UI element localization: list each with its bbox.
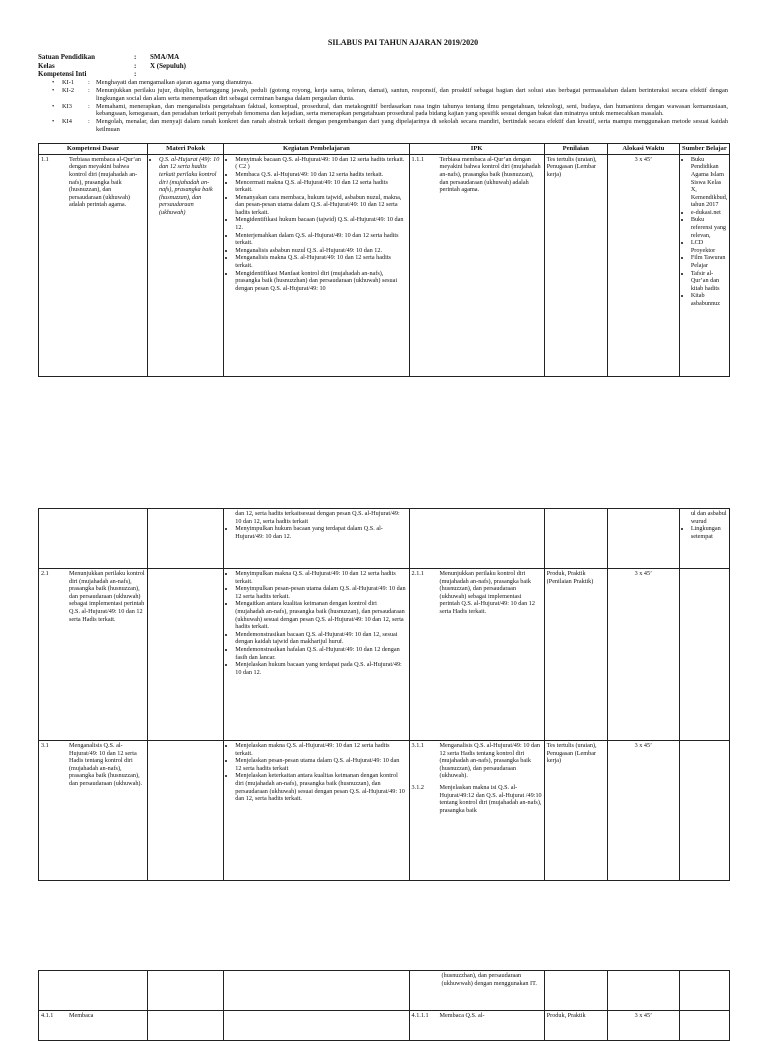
header-alokasi: Alokasi Waktu: [607, 144, 679, 155]
list-item: • Menjelaskan pesan-pesan utama dalam Q.S. al-Hujurat/49: 10 dan 12 serta hadits terkait: [235, 757, 406, 772]
list-item: • Menganalisis asbabun nuzul Q.S. al-Hujurat/49: 10 dan 12.: [235, 247, 406, 255]
ipk-cell: [409, 509, 544, 569]
ki-item: [52, 79, 728, 87]
page-1: [38, 38, 728, 377]
list-item: • Lingkungan setempat: [691, 525, 727, 540]
header-penilaian: Penilaian: [544, 144, 607, 155]
syllabus-table-page-3: [38, 970, 730, 1041]
list-item: • Mengidentifikasi Manfaat kontrol diri (mujahadah an-nafs), prasangka baik (husnuzzhan) dan persaudaraan (ukhuwah) sesuai dengan pesan Q.S. al-Hujurat/49: 10: [235, 270, 406, 293]
kegiatan-cell: [224, 741, 409, 881]
list-item: • Mendemonstrasikan bacaan Q.S. al-Hujurat/49: 10 dan 12, sesuai dengan kaidah tajwid dan makharijul huruf.: [235, 631, 406, 646]
ipk-cell: [409, 569, 544, 741]
materi-cell: [147, 1011, 223, 1041]
alokasi-cell: 3 x 45’: [607, 154, 679, 376]
ipk-cell: [409, 971, 544, 1011]
page-2: [38, 508, 728, 881]
ipk-text: Menjelaskan makna isi Q.S. al-Hujurat/49:12 dan Q.S. al-Hujurat /49:10 tentang kontrol diri (mujahadah an-nafs), prasangka baik: [439, 783, 542, 814]
kd-cell: [39, 509, 148, 569]
ki-colon: :: [88, 78, 90, 86]
ipk-number: 3.1.1: [411, 742, 424, 749]
kd-text: Menganalisis Q.S. al-Hujurat/49: 10 dan 12 serta Hadis tentang kontrol diri (mujahadah an-nafs), prasangka baik (husnuzzan), dan persaudaraan (ukhuwah).: [69, 742, 143, 787]
meta-label: Kelas: [38, 61, 55, 70]
ki-list: [52, 79, 728, 134]
meta-colon: :: [134, 70, 137, 79]
kd-cell: [39, 971, 148, 1011]
header-kegiatan: Kegiatan Pembelajaran: [224, 144, 409, 155]
alokasi-cell: [607, 509, 679, 569]
list-item: • Menterjemahkan dalam Q.S. al-Hujurat/49: 10 dan 12 serta hadits terkait.: [235, 232, 406, 247]
materi-cell: [147, 154, 223, 376]
materi-text: Q.S. al-Hujurat (49): 10 dan 12 serta hadits terkait perilaku kontrol diri (mujahadah an-nafs), prasangka baik (husnuzzan), dan persaudaraan (ukhuwah): [158, 155, 220, 216]
meta-value: SMA/MA: [150, 53, 180, 61]
penilaian-cell: Produk, Praktik: [544, 1011, 607, 1041]
meta-label: Kompetensi Inti: [38, 70, 87, 79]
ipk-text: Menganalisis Q.S. al-Hujurat/49: 10 dan 12 serta Hadis tentang kontrol diri (mujahadah an-nafs), prasangka baik (husnuzzan), dan persaudaraan (ukhuwah).: [439, 742, 540, 780]
ki-colon: :: [88, 102, 90, 110]
list-item: • Menjelaskan keterkaitan antara kualitas keimanan dengan kontrol diri (mujahadah an-nafs), prasangka baik (husnuzzan), dan persaudaraan (ukhuwah) sesuai dengan pesan Q.S. al-Hujurat/49: 10 dan 12, serta hadits terkait.: [235, 772, 406, 802]
ipk-cell: [409, 154, 544, 376]
list-item: • Menyimpulkan hukum bacaan yang terdapat dalam Q.S. al-Hujurat/49: 10 dan 12.: [235, 525, 406, 540]
list-item: • Kitab asbabunnuz: [691, 292, 727, 307]
sumber-cell: [679, 509, 729, 569]
kegiatan-cell: [224, 509, 409, 569]
kd-cell: [39, 741, 148, 881]
list-item: • Menyimpulkan makna Q.S. al-Hujurat/49: 10 dan 12 serta hadits terkait.: [235, 570, 406, 585]
alokasi-cell: 3 x 45’: [607, 1011, 679, 1041]
kegiatan-cell: [224, 569, 409, 741]
kd-cell: [39, 569, 148, 741]
ipk-cell: [409, 741, 544, 881]
penilaian-cell: [544, 509, 607, 569]
table-row: [39, 1011, 730, 1041]
ipk-number: 3.1.2: [411, 783, 424, 791]
ki-colon: :: [88, 86, 90, 94]
kd-number: 1.1: [41, 155, 49, 163]
alokasi-cell: 3 x 45’: [607, 741, 679, 881]
kegiatan-cell: [224, 154, 409, 376]
meta-label: Satuan Pendidikan: [38, 53, 95, 61]
meta-colon: :: [134, 61, 137, 70]
meta-row: [38, 62, 728, 71]
ki-code: KI-2: [62, 86, 75, 94]
ipk-text: Menunjukkan perilaku kontrol diri (mujahadah an-nafs), prasangka baik (husnuzzan), dan persaudaraan (ukhuwah) sebagai implementasi perintah Q.S. al-Hujurat/49: 10 dan 12 serta Hadis terkait.: [439, 570, 535, 615]
list-item: • Menjelaskan makna Q.S. al-Hujurat/49: 10 dan 12 serta hadits terkait.: [235, 742, 406, 757]
sumber-cell: [679, 971, 729, 1011]
kegiatan-continued-text: dan 12, serta hadits terkaitsesuai dengan pesan Q.S. al-Hujurat/49: 10 dan 12, serta hadits terkait: [235, 510, 400, 525]
list-item: • Menyimak bacaan Q.S. al-Hujurat/49: 10 dan 12 serta hadits terkait. ( C2 ): [235, 156, 406, 171]
page-3: [38, 970, 728, 1041]
list-item: [159, 156, 221, 217]
list-item: • Mengidentifikasi hukum bacaan (tajwid) Q.S. al-Hujurat/49: 10 dan 12.: [235, 216, 406, 231]
ki-code: KI-1: [62, 78, 75, 86]
kd-number: 4.1.1: [41, 1012, 54, 1019]
kegiatan-cell: [224, 971, 409, 1011]
ki-colon: :: [88, 118, 90, 126]
alokasi-cell: 3 x 45’: [607, 569, 679, 741]
list-item: • Menjelaskan hukum bacaan yang terdapat pada Q.S. al-Hujurat/49: 10 dan 12.: [235, 661, 406, 676]
list-item: • LCD Proyektor: [691, 239, 727, 254]
ki-text: Menghayati dan mengamalkan ajaran agama yang dianutnya.: [96, 78, 253, 86]
kd-cell: [39, 154, 148, 376]
meta-row: [38, 53, 728, 62]
penilaian-cell: Tes tertulis (uraian), Penugasan (Lembar kerja): [544, 741, 607, 881]
materi-cell: [147, 509, 223, 569]
list-item: • Film Tawuran Pelajar: [691, 254, 727, 269]
list-item: • Menyimpulkan pesan-pesan utama dalam Q.S. al-Hujurat/49: 10 dan 12 serta hadits terkait.: [235, 585, 406, 600]
ki-text: Memahami, menerapkan, dan menganalisis pengetahuan faktual, konseptual, prosedural, dan metakognitif berdasarkan rasa ingin tahunya tentang ilmu pengetahuan, teknologi, seni, budaya, dan humaniora dengan wawasan kemanusiaan, kebangsaan, kenegaraan, dan peradaban terkait penyebab fenomena dan kejadian, serta menerapkan pengetahuan prosedural pada bidang kajian yang spesifik sesuai dengan bakat dan minatnya untuk memecahkan masalah.: [96, 102, 728, 118]
penilaian-cell: Tes tertulis (uraian), Penugasan (Lembar kerja): [544, 154, 607, 376]
bullet-icon: •: [52, 118, 55, 126]
ipk-number: 2.1.1: [411, 570, 424, 577]
sumber-cell: [679, 741, 729, 881]
meta-value: X (Sepuluh): [150, 61, 186, 70]
ipk-text: Membaca Q.S. al-: [439, 1012, 485, 1019]
bullet-icon: •: [52, 102, 55, 110]
sumber-cell: [679, 1011, 729, 1041]
syllabus-table-page-1: [38, 143, 730, 377]
list-item: • Menanyakan cara membaca, hukum tajwid, asbabun nuzul, makna, dan pesan-pesan utama dalam Q.S. al-Hujurat/49: 10 dan 12 serta hadits terkait.: [235, 194, 406, 217]
bullet-icon: •: [52, 78, 55, 86]
list-item: • Mencermati makna Q.S. al-Hujurat/49: 10 dan 12 serta hadits terkait.: [235, 179, 406, 194]
meta-row: [38, 70, 728, 79]
header-kd: Kompetensi Dasar: [39, 144, 148, 155]
kegiatan-cell: [224, 1011, 409, 1041]
table-header-row: [39, 144, 730, 155]
ki-text: Mengolah, menalar, dan menyaji dalam ranah konkret dan ranah abstrak terkait dengan pengembangan dari yang dipelajarinya di sekolah secara mandiri, bertindak secara efektif dan kreatif, serta mampu menggunakan metode sesuai kaidah keilmuan: [96, 118, 728, 134]
ki-code: KI4: [62, 118, 72, 126]
header-materi: Materi Pokok: [147, 144, 223, 155]
materi-cell: [147, 971, 223, 1011]
ki-item: [52, 103, 728, 119]
header-sumber: Sumber Belajar: [679, 144, 729, 155]
list-item: • Membaca Q.S. al-Hujurat/49: 10 dan 12 serta hadits terkait.: [235, 171, 406, 179]
sumber-continued-text: ul dan asbabul wurud: [690, 510, 727, 525]
alokasi-cell: [607, 971, 679, 1011]
bullet-icon: •: [52, 86, 55, 94]
list-item: • Menganalisis makna Q.S. al-Hujurat/49: 10 dan 12 serta hadits terkait.: [235, 254, 406, 269]
list-item: • Mendemonstrasikan hafalan Q.S. al-Hujurat/49: 10 dan 12 dengan fasih dan lancar.: [235, 646, 406, 661]
table-row: [39, 971, 730, 1011]
ki-item: [52, 87, 728, 103]
ipk-text: Terbiasa membaca al-Qur’an dengan meyakini bahwa kontrol diri (mujahadah an-nafs), prasangka baik (husnuzzan), dan persaudaraan (ukhuwah) adalah perintah agama.: [439, 155, 541, 194]
penilaian-cell: Produk, Praktik (Penilaian Praktik): [544, 569, 607, 741]
ki-item: [52, 118, 728, 134]
ipk-number: 1.1.1: [411, 155, 424, 163]
document-title: SILABUS PAI TAHUN AJARAN 2019/2020: [327, 38, 479, 47]
kd-number: 3.1: [41, 742, 49, 749]
ki-text: Menunjukkan perilaku jujur, disiplin, bertanggung jawab, peduli (gotong royong, kerja sama, toleran, damai), santun, responsif, dan proaktif sebagai bagian dari solusi atas berbagai permasalahan dalam berinteraksi secara efektif dengan lingkungan social dan alam serta menempatkan diri sebagai cerminan bangsa dalam pergaulan dunia.: [96, 86, 728, 102]
meta-block: [38, 53, 728, 79]
materi-cell: [147, 741, 223, 881]
list-item: • e-dukasi.net: [691, 209, 727, 217]
ipk-cell: [409, 1011, 544, 1041]
ipk-continued-text: (husnuzzhan), dan persaudaraan (ukhuwwah) dengan menggunakan IT.: [441, 972, 537, 987]
kd-text: Menunjukkan perilaku kontrol diri (mujahadah an-nafs), prasangka baik (husnuzzan), dan persaudaraan (ukhuwah) sebagai implementasi perintah Q.S. al-Hujurat/49: 10 dan 12 serta Hadis terkait.: [69, 570, 145, 623]
table-row: [39, 154, 730, 376]
list-item: • Mengaitkan antara kualitas keimanan dengan kontrol diri (mujahadah an-nafs), prasangka baik (husnuzzan), dan persaudaraan (ukhuwah) sesuai dengan pesan Q.S. al-Hujurat/49: 10 dan 12, serta hadits terkait.: [235, 600, 406, 630]
syllabus-table-page-2: [38, 508, 730, 881]
kd-number: 2.1: [41, 570, 49, 577]
list-item: • Buku Pendidikan Agama Islam Siswa Kelas X, Kemendikbud, tahun 2017: [691, 156, 727, 209]
table-row: [39, 509, 730, 569]
header-ipk: IPK: [409, 144, 544, 155]
table-row: [39, 741, 730, 881]
kd-text: Membaca: [69, 1012, 94, 1019]
penilaian-cell: [544, 971, 607, 1011]
list-item: • Buku referensi yang relevan,: [691, 216, 727, 239]
meta-colon: :: [134, 53, 137, 61]
kd-text: Terbiasa membaca al-Qur’an dengan meyakini bahwa kontrol diri (mujahadah an-nafs), prasangka baik (husnuzzan), dan persaudaraan (ukhuwah) adalah perintah agama.: [69, 155, 141, 209]
sumber-cell: [679, 569, 729, 741]
sumber-cell: [679, 154, 729, 376]
kd-cell: [39, 1011, 148, 1041]
ipk-number: 4.1.1.1: [411, 1012, 429, 1019]
materi-cell: [147, 569, 223, 741]
list-item: • Tafsir al-Qur’an dan kitab hadits: [691, 270, 727, 293]
ki-code: KI3: [62, 102, 72, 110]
table-row: [39, 569, 730, 741]
